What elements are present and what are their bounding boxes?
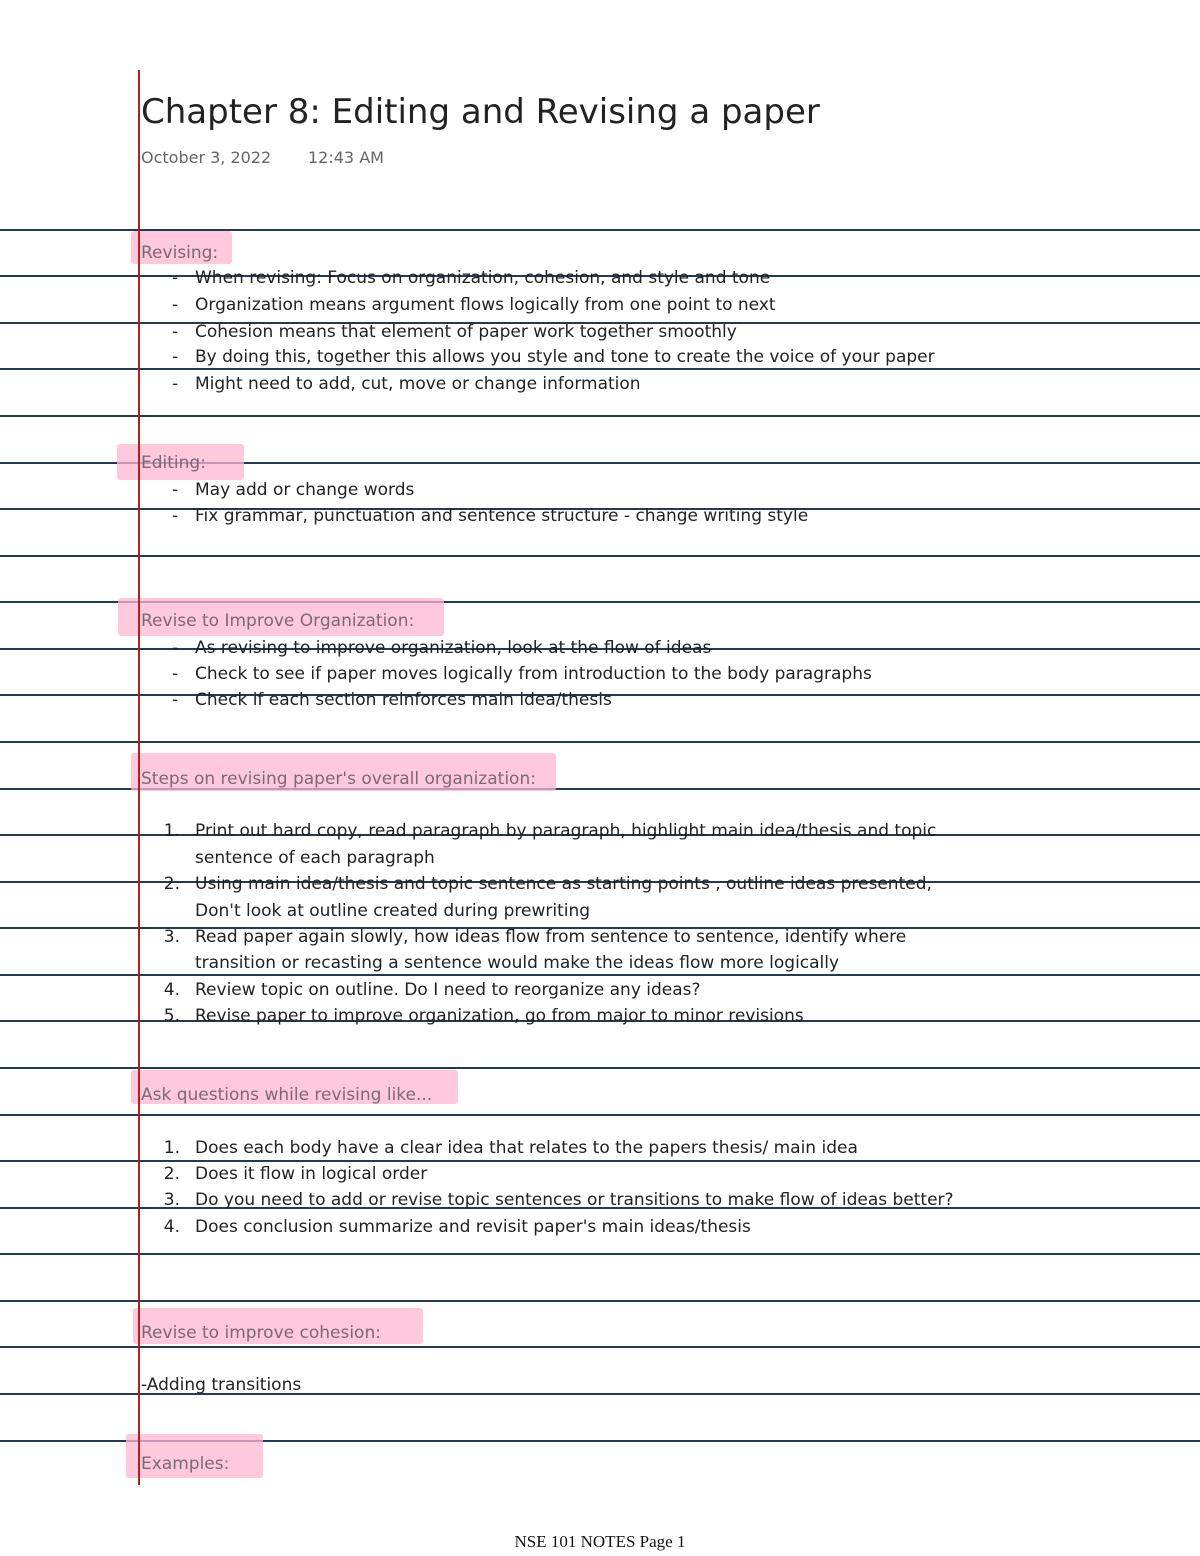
bullet-marker: - (172, 347, 179, 367)
list-number: 2. (163, 1164, 180, 1184)
section-heading-organization: Revise to Improve Organization: (141, 611, 415, 631)
list-item: When revising: Focus on organization, cohesion, and style and tone (195, 268, 771, 288)
rule-line (0, 555, 1200, 557)
margin-line (138, 70, 140, 1485)
section-heading-cohesion: Revise to improve cohesion: (141, 1323, 381, 1343)
note-date: October 3, 2022 (141, 148, 272, 167)
list-number: 1. (163, 1138, 180, 1158)
rule-line (0, 368, 1200, 370)
list-number: 3. (163, 1190, 180, 1210)
note-time: 12:43 AM (308, 148, 384, 167)
list-number: 2. (163, 874, 180, 894)
list-item: Read paper again slowly, how ideas flow from sentence to sentence, identify where (195, 927, 907, 947)
list-item: Does it flow in logical order (195, 1164, 428, 1184)
list-item: Does conclusion summarize and revisit paper's main ideas/thesis (195, 1217, 751, 1237)
list-item-continuation: Don't look at outline created during prewriting (195, 901, 591, 921)
list-item: Using main idea/thesis and topic sentence as starting points , outline ideas presented, (195, 874, 932, 894)
rule-line (0, 415, 1200, 417)
bullet-marker: - (172, 322, 179, 342)
page-title: Chapter 8: Editing and Revising a paper (141, 92, 820, 132)
list-item: Review topic on outline. Do I need to reorganize any ideas? (195, 980, 701, 1000)
bullet-marker: - (172, 638, 179, 658)
rule-line (0, 1346, 1200, 1348)
section-heading-questions: Ask questions while revising like... (141, 1085, 433, 1105)
list-item: Check to see if paper moves logically from introduction to the body paragraphs (195, 664, 872, 684)
list-item: Revise paper to improve organization, go from major to minor revisions (195, 1006, 804, 1026)
bullet-marker: - (172, 295, 179, 315)
list-number: 4. (163, 980, 180, 1000)
section-heading-steps: Steps on revising paper's overall organization: (141, 769, 536, 789)
section-heading-revising: Revising: (141, 243, 219, 263)
section-heading-editing: Editing: (141, 453, 206, 473)
bullet-marker: - (172, 374, 179, 394)
list-item: By doing this, together this allows you style and tone to create the voice of your paper (195, 347, 935, 367)
bullet-marker: - (172, 506, 179, 526)
list-item: Print out hard copy, read paragraph by paragraph, highlight main idea/thesis and topic (195, 821, 937, 841)
list-item-continuation: sentence of each paragraph (195, 848, 435, 868)
rule-line (0, 1300, 1200, 1302)
rule-line (0, 1160, 1200, 1162)
list-item: May add or change words (195, 480, 415, 500)
list-item: Does each body have a clear idea that relates to the papers thesis/ main idea (195, 1138, 858, 1158)
list-number: 1. (163, 821, 180, 841)
section-heading-examples: Examples: (141, 1454, 230, 1474)
list-item: Fix grammar, punctuation and sentence structure - change writing style (195, 506, 809, 526)
list-item-continuation: transition or recasting a sentence would make the ideas flow more logically (195, 953, 840, 973)
bullet-marker: - (172, 480, 179, 500)
bullet-marker: - (172, 664, 179, 684)
bullet-marker: - (172, 268, 179, 288)
list-item: Might need to add, cut, move or change information (195, 374, 641, 394)
rule-line (0, 741, 1200, 743)
list-number: 3. (163, 927, 180, 947)
rule-line (0, 1253, 1200, 1255)
list-item: Organization means argument flows logically from one point to next (195, 295, 776, 315)
list-item: Check if each section reinforces main idea/thesis (195, 690, 612, 710)
cohesion-note: -Adding transitions (141, 1375, 302, 1395)
list-number: 4. (163, 1217, 180, 1237)
rule-line (0, 1067, 1200, 1069)
bullet-marker: - (172, 690, 179, 710)
list-item: Cohesion means that element of paper work together smoothly (195, 322, 737, 342)
rule-line (0, 974, 1200, 976)
list-item: Do you need to add or revise topic sentences or transitions to make flow of ideas better? (195, 1190, 954, 1210)
list-number: 5. (163, 1006, 180, 1026)
page-footer: NSE 101 NOTES Page 1 (514, 1532, 686, 1551)
list-item: As revising to improve organization, look at the flow of ideas (195, 638, 712, 658)
rule-line (0, 1114, 1200, 1116)
